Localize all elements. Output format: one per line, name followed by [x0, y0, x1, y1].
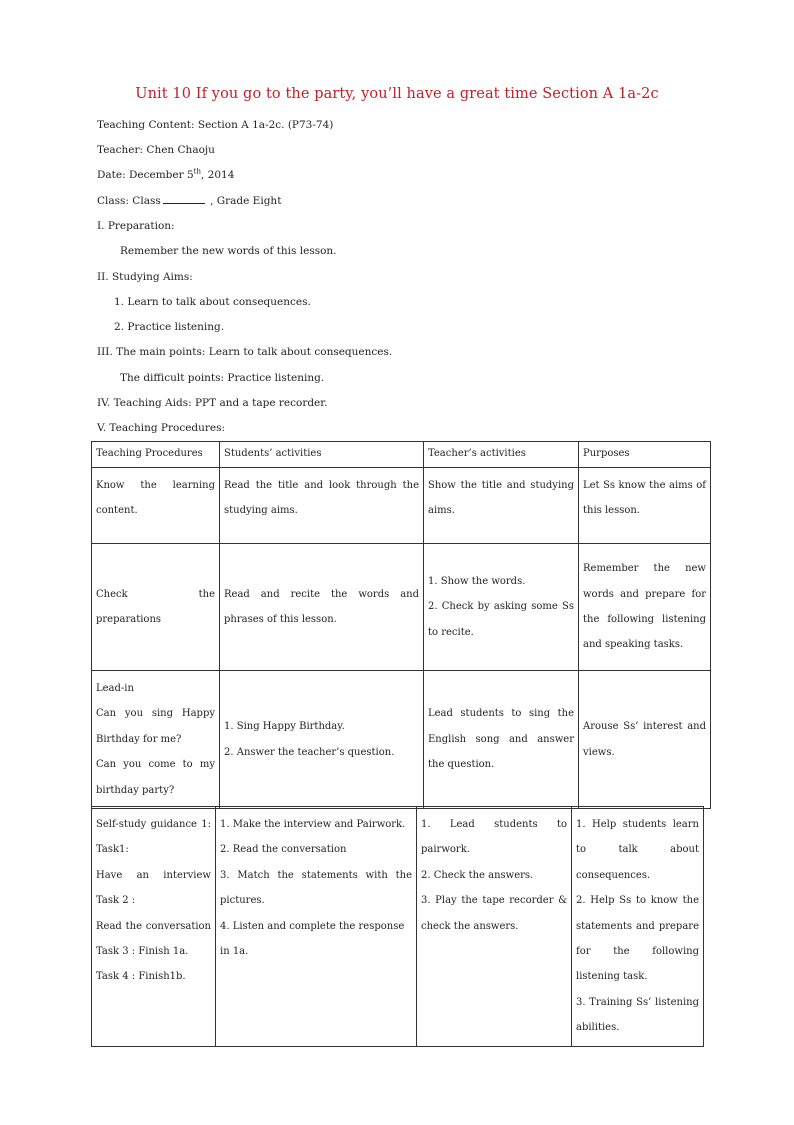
row4-task4: Task 4 : Finish1b. — [96, 971, 186, 983]
row2-teacher — [424, 544, 579, 671]
row3-question-1: Can you sing Happy Birthday for me? — [96, 708, 215, 745]
row3-students-step1: 1. Sing Happy Birthday. — [224, 721, 345, 733]
procedures-table — [91, 441, 711, 809]
row4-procedure — [92, 807, 216, 1047]
row4-teacher-step2: 2. Check the answers. — [421, 869, 534, 881]
row3-procedure — [92, 671, 220, 809]
row2-teacher-step2: 2. Check by asking some Ss to recite. — [428, 601, 574, 638]
aim-1: 1. Learn to talk about consequences. — [114, 296, 311, 308]
row2-teacher-step1: 1. Show the words. — [428, 575, 526, 587]
row1-purpose: Let Ss know the aims of this lesson. — [579, 468, 711, 544]
row4-guidance-title: Self-study guidance 1: — [96, 819, 211, 830]
section-preparation: I. Preparation: — [97, 220, 175, 232]
row3-students — [220, 671, 424, 809]
row2-purpose: Remember the new words and prepare for the following listening and speaking tasks. — [579, 544, 711, 671]
section-procedures: V. Teaching Procedures: — [97, 422, 226, 434]
date-suffix: , 2014 — [200, 169, 235, 181]
row4-purpose-1: 1. Help students learn to talk about consequences. — [576, 819, 699, 881]
row4-task1-label: Task1: — [96, 844, 129, 856]
class-info — [97, 194, 281, 207]
lesson-date — [97, 169, 234, 181]
row4-purpose — [572, 807, 704, 1047]
section-main-points: III. The main points: Learn to talk about consequences. — [97, 346, 393, 358]
date-superscript: th — [193, 167, 201, 176]
class-blank — [163, 194, 205, 204]
teacher-name: Teacher: Chen Chaoju — [97, 144, 215, 156]
difficult-points: The difficult points: Practice listening. — [120, 372, 325, 384]
self-study-table — [91, 806, 704, 1047]
row4-students-step1: 1. Make the interview and Pairwork. — [220, 819, 406, 830]
row4-teacher-step3: 3. Play the tape recorder & check the answers. — [421, 895, 567, 932]
row2-procedure: Check the preparations — [92, 544, 220, 671]
row1-teacher: Show the title and studying aims. — [424, 468, 579, 544]
row3-teacher: Lead students to sing the English song and answer the question. — [424, 671, 579, 809]
row4-purpose-3: 3. Training Ss’ listening abilities. — [576, 996, 699, 1034]
row4-task1-text: Have an interview — [96, 869, 211, 881]
row4-students — [216, 807, 417, 1047]
row4-students-step2: 2. Read the conversation — [220, 844, 347, 856]
table-header-row — [92, 442, 711, 468]
header-purposes: Purposes — [579, 442, 711, 468]
row1-students: Read the title and look through the studying aims. — [220, 468, 424, 544]
row4-teacher — [417, 807, 572, 1047]
row4-teacher-step1: 1. Lead students to pairwork. — [421, 819, 567, 856]
row4-task3: Task 3 : Finish 1a. — [96, 946, 189, 958]
row1-procedure: Know the learning content. — [92, 468, 220, 544]
table-row — [92, 671, 711, 809]
class-suffix: , Grade Eight — [206, 195, 282, 207]
row3-purpose: Arouse Ss’ interest and views. — [579, 671, 711, 809]
row3-students-step2: 2. Answer the teacher’s question. — [224, 746, 395, 758]
row4-students-step3: 3. Match the statements with the pictures. — [220, 869, 412, 907]
header-teacher: Teacher’s activities — [424, 442, 579, 468]
teaching-content: Teaching Content: Section A 1a-2c. (P73-74) — [97, 119, 334, 131]
table-row — [92, 468, 711, 544]
row4-task2-label: Task 2 : — [96, 895, 136, 907]
class-prefix: Class: Class — [97, 195, 161, 207]
page-title: Unit 10 If you go to the party, you’ll have a great time Section A 1a-2c — [135, 86, 659, 102]
row4-purpose-2: 2. Help Ss to know the statements and prepare for the following listening task. — [576, 895, 699, 983]
aim-2: 2. Practice listening. — [114, 321, 225, 333]
header-procedures: Teaching Procedures — [92, 442, 220, 468]
section-aids: IV. Teaching Aids: PPT and a tape recorder. — [97, 397, 328, 409]
row2-students: Read and recite the words and phrases of this lesson. — [220, 544, 424, 671]
row3-leadin-title: Lead-in — [96, 683, 134, 694]
row4-students-step4: 4. Listen and complete the response in 1a. — [220, 920, 405, 958]
header-students: Students’ activities — [220, 442, 424, 468]
preparation-text: Remember the new words of this lesson. — [120, 245, 337, 257]
table-row — [92, 544, 711, 671]
date-prefix: Date: December 5 — [97, 169, 194, 181]
row3-question-2: Can you come to my birthday party? — [96, 759, 215, 796]
row4-task2-text: Read the conversation — [96, 920, 211, 932]
section-aims: II. Studying Aims: — [97, 271, 193, 283]
table-row — [92, 807, 704, 1047]
